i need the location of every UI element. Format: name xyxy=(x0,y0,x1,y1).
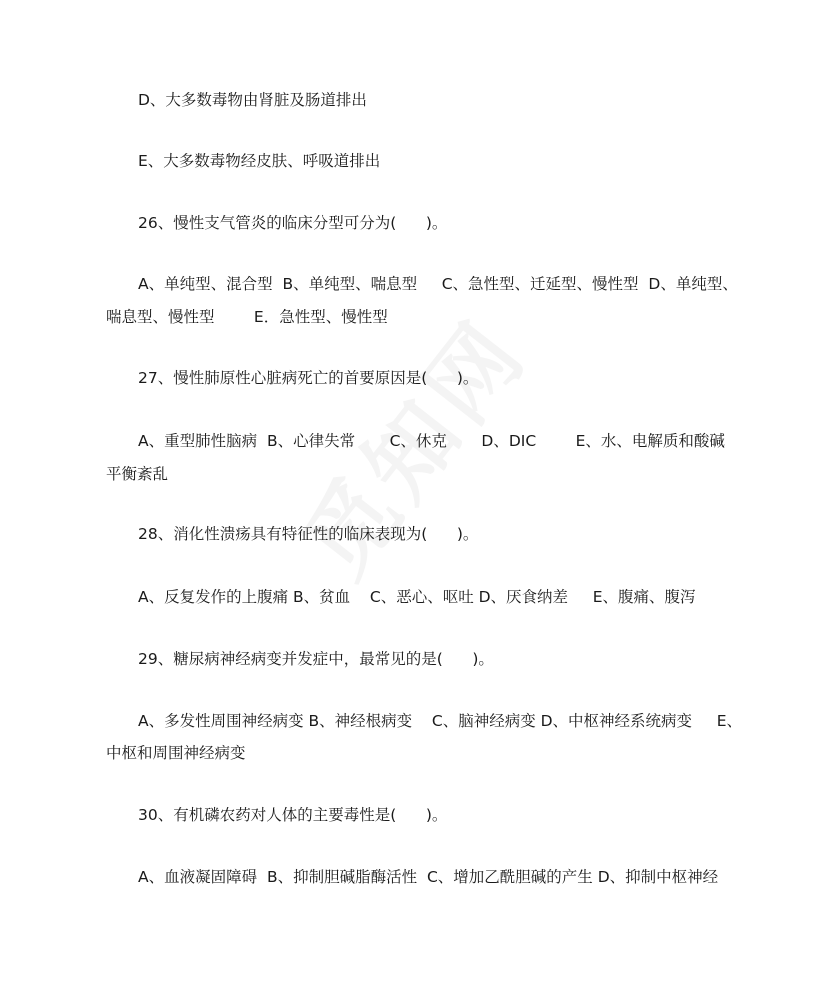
option-line: D、大多数毒物由肾脏及肠道排出 xyxy=(138,91,367,109)
option-line: A、单纯型、混合型 B、单纯型、喘息型 C、急性型、迁延型、慢性型 D、单纯型、 xyxy=(138,275,738,293)
option-line: A、多发性周围神经病变 B、神经根病变 C、脑神经病变 D、中枢神经系统病变 E、 xyxy=(138,712,742,730)
option-line: A、血液凝固障碍 B、抑制胆碱脂酶活性 C、增加乙酰胆碱的产生 D、抑制中枢神经 xyxy=(138,868,719,886)
question-line: 29、糖尿病神经病变并发症中，最常见的是( )。 xyxy=(138,650,494,668)
option-line-continued: 喘息型、慢性型 E．急性型、慢性型 xyxy=(106,308,388,326)
option-line-continued: 平衡紊乱 xyxy=(106,465,169,483)
question-line: 27、慢性肺原性心脏病死亡的首要原因是( )。 xyxy=(138,369,479,387)
option-line: A、反复发作的上腹痛 B、贫血 C、恶心、呕吐 D、厌食纳差 E、腹痛、腹泻 xyxy=(138,588,696,606)
option-line: A、重型肺性脑病 B、心律失常 C、休克 D、DIC E、水、电解质和酸碱 xyxy=(138,432,725,450)
option-line: E、大多数毒物经皮肤、呼吸道排出 xyxy=(138,152,381,170)
option-line-continued: 中枢和周围神经病变 xyxy=(106,744,246,762)
question-line: 26、慢性支气管炎的临床分型可分为( )。 xyxy=(138,214,448,232)
question-line: 28、消化性溃疡具有特征性的临床表现为( )。 xyxy=(138,525,479,543)
question-line: 30、有机磷农药对人体的主要毒性是( )。 xyxy=(138,806,448,824)
